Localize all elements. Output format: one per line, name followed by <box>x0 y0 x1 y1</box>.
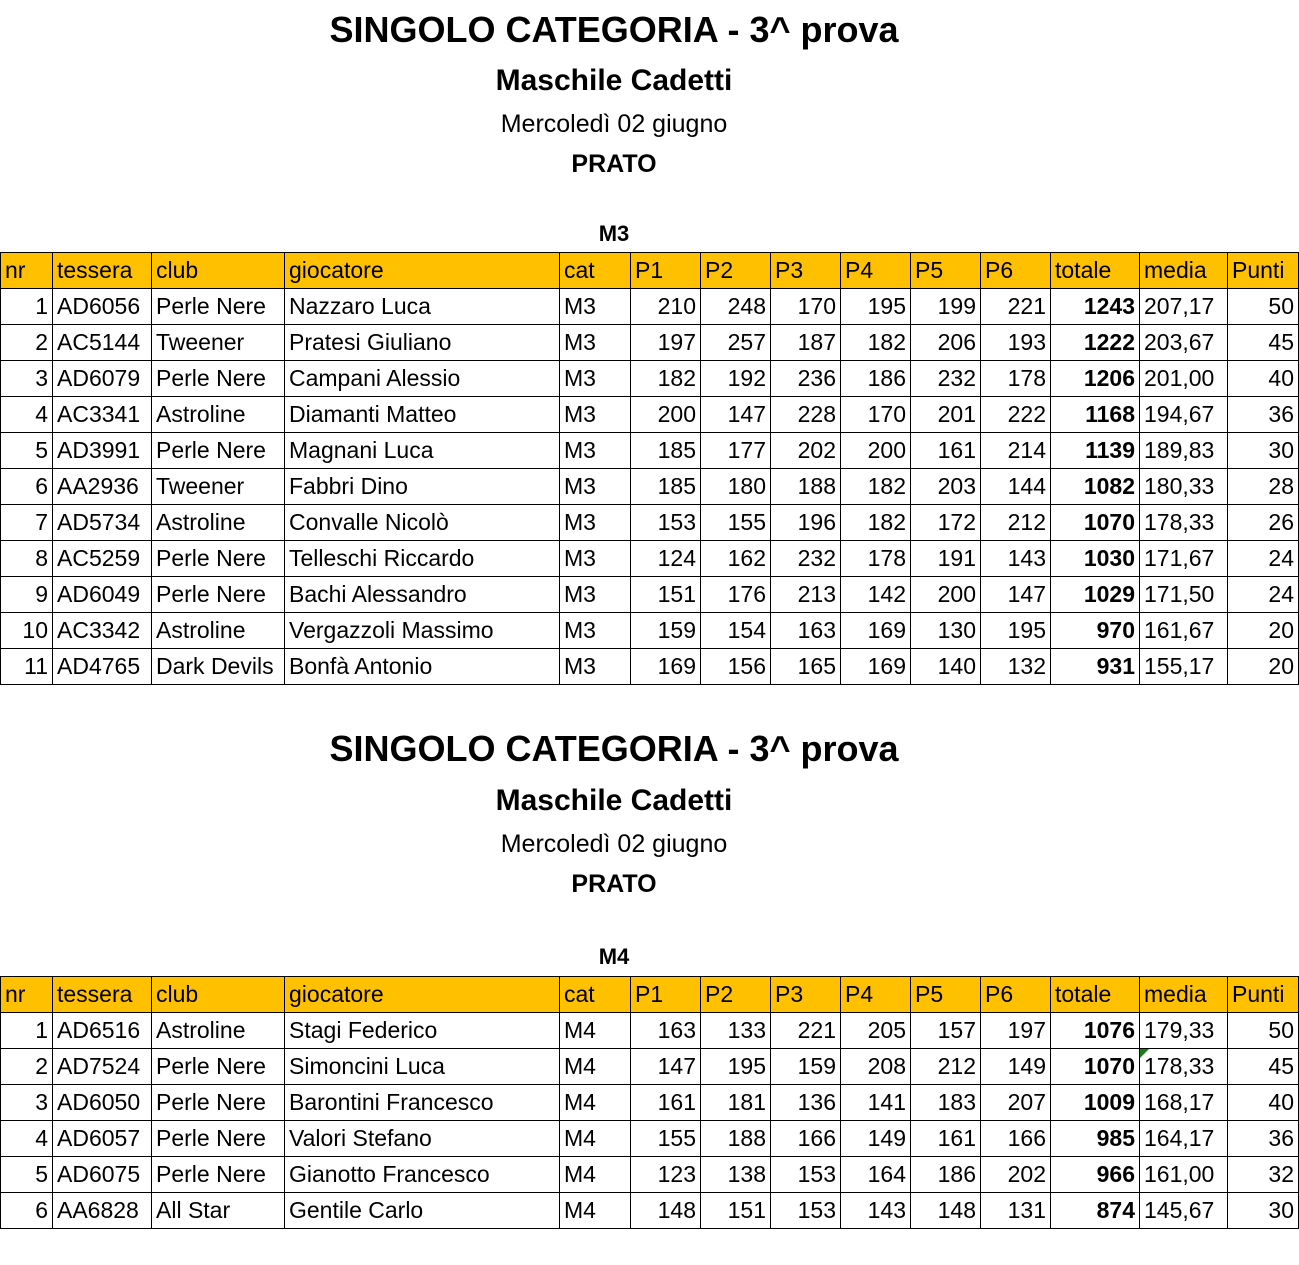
cell-tessera: AD4765 <box>53 649 152 685</box>
cell-punti: 24 <box>1228 541 1299 577</box>
column-header-p2: P2 <box>701 253 771 289</box>
cell-p5: 212 <box>911 1049 981 1085</box>
cell-cat: M3 <box>560 325 631 361</box>
cell-club: Dark Devils <box>152 649 285 685</box>
cell-club: Perle Nere <box>152 1049 285 1085</box>
column-header-p3: P3 <box>771 253 841 289</box>
cell-giocatore: Fabbri Dino <box>285 469 560 505</box>
cell-p2: 195 <box>701 1049 771 1085</box>
cell-p4: 143 <box>841 1193 911 1229</box>
cell-p3: 159 <box>771 1049 841 1085</box>
cell-tessera: AD5734 <box>53 505 152 541</box>
cell-p2: 156 <box>701 649 771 685</box>
section-subtitle: Maschile Cadetti <box>495 784 733 817</box>
cell-club: Tweener <box>152 325 285 361</box>
cell-p1: 185 <box>631 469 701 505</box>
table-row <box>1 1193 1299 1229</box>
column-header-p5: P5 <box>911 977 981 1013</box>
cell-giocatore: Diamanti Matteo <box>285 397 560 433</box>
cell-nr: 5 <box>1 433 53 469</box>
cell-p6: 147 <box>981 577 1051 613</box>
cell-nr: 8 <box>1 541 53 577</box>
cell-p1: 169 <box>631 649 701 685</box>
cell-punti: 32 <box>1228 1157 1299 1193</box>
cell-cat: M3 <box>560 289 631 325</box>
column-header-p6: P6 <box>981 253 1051 289</box>
cell-giocatore: Nazzaro Luca <box>285 289 560 325</box>
cell-totale: 1222 <box>1051 325 1140 361</box>
cell-p6: 131 <box>981 1193 1051 1229</box>
event-date: Mercoledì 02 giugno <box>500 830 728 858</box>
cell-media: 178,33 <box>1140 505 1228 541</box>
cell-cat: M4 <box>560 1049 631 1085</box>
cell-media: 189,83 <box>1140 433 1228 469</box>
cell-media: 168,17 <box>1140 1085 1228 1121</box>
cell-giocatore: Convalle Nicolò <box>285 505 560 541</box>
cell-media: 178,33 <box>1140 1049 1228 1085</box>
cell-p1: 159 <box>631 613 701 649</box>
cell-media: 194,67 <box>1140 397 1228 433</box>
cell-p6: 149 <box>981 1049 1051 1085</box>
cell-p4: 182 <box>841 469 911 505</box>
cell-p2: 155 <box>701 505 771 541</box>
cell-cat: M4 <box>560 1121 631 1157</box>
cell-punti: 45 <box>1228 1049 1299 1085</box>
cell-cat: M4 <box>560 1193 631 1229</box>
cell-club: Perle Nere <box>152 433 285 469</box>
cell-p4: 208 <box>841 1049 911 1085</box>
cell-totale: 966 <box>1051 1157 1140 1193</box>
cell-p5: 161 <box>911 1121 981 1157</box>
cell-cat: M3 <box>560 469 631 505</box>
column-header-p4: P4 <box>841 977 911 1013</box>
cell-cat: M3 <box>560 649 631 685</box>
cell-p6: 178 <box>981 361 1051 397</box>
cell-p1: 200 <box>631 397 701 433</box>
cell-cat: M3 <box>560 433 631 469</box>
cell-p3: 187 <box>771 325 841 361</box>
cell-nr: 1 <box>1 289 53 325</box>
cell-p5: 157 <box>911 1013 981 1049</box>
cell-media: 155,17 <box>1140 649 1228 685</box>
cell-p2: 154 <box>701 613 771 649</box>
table-row <box>1 1085 1299 1121</box>
cell-tessera: AA6828 <box>53 1193 152 1229</box>
column-header-media: media <box>1140 977 1228 1013</box>
cell-tessera: AC3341 <box>53 397 152 433</box>
cell-p4: 141 <box>841 1085 911 1121</box>
cell-p5: 206 <box>911 325 981 361</box>
cell-p1: 153 <box>631 505 701 541</box>
cell-p6: 221 <box>981 289 1051 325</box>
column-header-p6: P6 <box>981 977 1051 1013</box>
cell-media: 179,33 <box>1140 1013 1228 1049</box>
cell-giocatore: Campani Alessio <box>285 361 560 397</box>
cell-tessera: AD6049 <box>53 577 152 613</box>
cell-p3: 221 <box>771 1013 841 1049</box>
cell-p3: 236 <box>771 361 841 397</box>
column-header-p1: P1 <box>631 977 701 1013</box>
cell-totale: 1168 <box>1051 397 1140 433</box>
cell-p2: 162 <box>701 541 771 577</box>
cell-p3: 163 <box>771 613 841 649</box>
cell-giocatore: Magnani Luca <box>285 433 560 469</box>
cell-p3: 202 <box>771 433 841 469</box>
cell-tessera: AD6050 <box>53 1085 152 1121</box>
cell-nr: 4 <box>1 397 53 433</box>
cell-p5: 191 <box>911 541 981 577</box>
cell-p6: 207 <box>981 1085 1051 1121</box>
cell-p6: 132 <box>981 649 1051 685</box>
cell-totale: 1070 <box>1051 505 1140 541</box>
cell-p2: 147 <box>701 397 771 433</box>
cell-nr: 2 <box>1 1049 53 1085</box>
column-header-p4: P4 <box>841 253 911 289</box>
cell-giocatore: Gianotto Francesco <box>285 1157 560 1193</box>
cell-p5: 232 <box>911 361 981 397</box>
results-table <box>0 976 1299 1229</box>
cell-p5: 186 <box>911 1157 981 1193</box>
cell-p4: 178 <box>841 541 911 577</box>
column-header-tessera: tessera <box>53 977 152 1013</box>
cell-media: 207,17 <box>1140 289 1228 325</box>
cell-p5: 172 <box>911 505 981 541</box>
cell-cat: M3 <box>560 541 631 577</box>
cell-p3: 213 <box>771 577 841 613</box>
cell-p2: 192 <box>701 361 771 397</box>
cell-giocatore: Bachi Alessandro <box>285 577 560 613</box>
cell-media: 201,00 <box>1140 361 1228 397</box>
cell-cat: M3 <box>560 577 631 613</box>
cell-tessera: AC5144 <box>53 325 152 361</box>
cell-club: Perle Nere <box>152 541 285 577</box>
cell-tessera: AD3991 <box>53 433 152 469</box>
column-header-p5: P5 <box>911 253 981 289</box>
cell-totale: 931 <box>1051 649 1140 685</box>
cell-p4: 169 <box>841 613 911 649</box>
cell-punti: 50 <box>1228 1013 1299 1049</box>
column-header-p1: P1 <box>631 253 701 289</box>
cell-p1: 151 <box>631 577 701 613</box>
table-header-row <box>1 977 1299 1013</box>
cell-giocatore: Valori Stefano <box>285 1121 560 1157</box>
cell-giocatore: Gentile Carlo <box>285 1193 560 1229</box>
cell-p6: 195 <box>981 613 1051 649</box>
cell-p5: 201 <box>911 397 981 433</box>
cell-p4: 149 <box>841 1121 911 1157</box>
cell-p1: 210 <box>631 289 701 325</box>
cell-p4: 169 <box>841 649 911 685</box>
cell-club: Perle Nere <box>152 1121 285 1157</box>
cell-p2: 138 <box>701 1157 771 1193</box>
cell-p3: 165 <box>771 649 841 685</box>
cell-p1: 148 <box>631 1193 701 1229</box>
cell-club: Perle Nere <box>152 289 285 325</box>
cell-tessera: AD6057 <box>53 1121 152 1157</box>
cell-totale: 1076 <box>1051 1013 1140 1049</box>
cell-club: Astroline <box>152 397 285 433</box>
cell-p3: 170 <box>771 289 841 325</box>
cell-punti: 40 <box>1228 1085 1299 1121</box>
cell-totale: 1139 <box>1051 433 1140 469</box>
cell-p5: 148 <box>911 1193 981 1229</box>
cell-punti: 45 <box>1228 325 1299 361</box>
cell-club: Astroline <box>152 505 285 541</box>
column-header-punti: Punti <box>1228 977 1299 1013</box>
cell-p3: 228 <box>771 397 841 433</box>
table-row <box>1 1049 1299 1085</box>
cell-tessera: AD6079 <box>53 361 152 397</box>
cell-p3: 166 <box>771 1121 841 1157</box>
cell-totale: 1030 <box>1051 541 1140 577</box>
column-header-club: club <box>152 253 285 289</box>
cell-p4: 164 <box>841 1157 911 1193</box>
cell-p6: 202 <box>981 1157 1051 1193</box>
cell-p1: 163 <box>631 1013 701 1049</box>
cell-p5: 130 <box>911 613 981 649</box>
cell-nr: 9 <box>1 577 53 613</box>
cell-media: 145,67 <box>1140 1193 1228 1229</box>
cell-p4: 142 <box>841 577 911 613</box>
event-city: PRATO <box>571 870 657 898</box>
cell-tessera: AD7524 <box>53 1049 152 1085</box>
cell-totale: 970 <box>1051 613 1140 649</box>
cell-p6: 166 <box>981 1121 1051 1157</box>
cell-p2: 188 <box>701 1121 771 1157</box>
cell-media: 180,33 <box>1140 469 1228 505</box>
event-city: PRATO <box>571 150 657 178</box>
cell-p3: 153 <box>771 1157 841 1193</box>
cell-cat: M3 <box>560 397 631 433</box>
cell-p1: 197 <box>631 325 701 361</box>
cell-tessera: AC5259 <box>53 541 152 577</box>
cell-cat: M4 <box>560 1157 631 1193</box>
section-subtitle: Maschile Cadetti <box>495 64 733 97</box>
cell-p3: 136 <box>771 1085 841 1121</box>
cell-p5: 199 <box>911 289 981 325</box>
cell-p5: 203 <box>911 469 981 505</box>
cell-p6: 214 <box>981 433 1051 469</box>
cell-club: Perle Nere <box>152 1085 285 1121</box>
column-header-giocatore: giocatore <box>285 977 560 1013</box>
cell-p3: 153 <box>771 1193 841 1229</box>
cell-punti: 40 <box>1228 361 1299 397</box>
cell-punti: 36 <box>1228 397 1299 433</box>
cell-p6: 212 <box>981 505 1051 541</box>
cell-p2: 180 <box>701 469 771 505</box>
cell-cat: M3 <box>560 613 631 649</box>
cell-media: 171,50 <box>1140 577 1228 613</box>
cell-giocatore: Stagi Federico <box>285 1013 560 1049</box>
cell-media: 161,00 <box>1140 1157 1228 1193</box>
cell-totale: 1029 <box>1051 577 1140 613</box>
cell-giocatore: Simoncini Luca <box>285 1049 560 1085</box>
column-header-cat: cat <box>560 977 631 1013</box>
cell-p2: 176 <box>701 577 771 613</box>
column-header-cat: cat <box>560 253 631 289</box>
cell-cat: M3 <box>560 361 631 397</box>
cell-totale: 1243 <box>1051 289 1140 325</box>
cell-totale: 1009 <box>1051 1085 1140 1121</box>
cell-club: Tweener <box>152 469 285 505</box>
cell-nr: 3 <box>1 1085 53 1121</box>
cell-p6: 143 <box>981 541 1051 577</box>
cell-club: Perle Nere <box>152 361 285 397</box>
cell-p2: 181 <box>701 1085 771 1121</box>
cell-p6: 144 <box>981 469 1051 505</box>
cell-club: Perle Nere <box>152 577 285 613</box>
column-header-nr: nr <box>1 253 53 289</box>
cell-nr: 2 <box>1 325 53 361</box>
cell-media: 164,17 <box>1140 1121 1228 1157</box>
column-header-totale: totale <box>1051 253 1140 289</box>
cell-totale: 1070 <box>1051 1049 1140 1085</box>
cell-totale: 874 <box>1051 1193 1140 1229</box>
column-header-nr: nr <box>1 977 53 1013</box>
cell-p6: 222 <box>981 397 1051 433</box>
table-row <box>1 1013 1299 1049</box>
cell-p1: 185 <box>631 433 701 469</box>
cell-p4: 182 <box>841 325 911 361</box>
cell-giocatore: Bonfà Antonio <box>285 649 560 685</box>
cell-nr: 7 <box>1 505 53 541</box>
table-row <box>1 1157 1299 1193</box>
cell-punti: 26 <box>1228 505 1299 541</box>
cell-p1: 161 <box>631 1085 701 1121</box>
cell-p1: 124 <box>631 541 701 577</box>
cell-cat: M4 <box>560 1085 631 1121</box>
cell-p1: 147 <box>631 1049 701 1085</box>
cell-p3: 196 <box>771 505 841 541</box>
cell-club: Astroline <box>152 613 285 649</box>
cell-nr: 4 <box>1 1121 53 1157</box>
column-header-p2: P2 <box>701 977 771 1013</box>
cell-nr: 3 <box>1 361 53 397</box>
cell-p5: 200 <box>911 577 981 613</box>
event-date: Mercoledì 02 giugno <box>500 110 728 138</box>
cell-punti: 50 <box>1228 289 1299 325</box>
cell-p2: 257 <box>701 325 771 361</box>
cell-punti: 30 <box>1228 433 1299 469</box>
cell-club: Astroline <box>152 1013 285 1049</box>
cell-nr: 1 <box>1 1013 53 1049</box>
cell-media: 161,67 <box>1140 613 1228 649</box>
cell-p4: 182 <box>841 505 911 541</box>
cell-p4: 195 <box>841 289 911 325</box>
column-header-media: media <box>1140 253 1228 289</box>
cell-nr: 5 <box>1 1157 53 1193</box>
column-header-giocatore: giocatore <box>285 253 560 289</box>
cell-tessera: AD6056 <box>53 289 152 325</box>
cell-tessera: AC3342 <box>53 613 152 649</box>
cell-punti: 20 <box>1228 649 1299 685</box>
cell-punti: 20 <box>1228 613 1299 649</box>
cell-club: All Star <box>152 1193 285 1229</box>
cell-giocatore: Vergazzoli Massimo <box>285 613 560 649</box>
cell-p2: 151 <box>701 1193 771 1229</box>
cell-p4: 200 <box>841 433 911 469</box>
cell-totale: 985 <box>1051 1121 1140 1157</box>
cell-p1: 182 <box>631 361 701 397</box>
column-header-club: club <box>152 977 285 1013</box>
category-label: M3 <box>598 221 630 246</box>
cell-p2: 248 <box>701 289 771 325</box>
cell-tessera: AA2936 <box>53 469 152 505</box>
cell-cat: M3 <box>560 505 631 541</box>
cell-p2: 177 <box>701 433 771 469</box>
cell-totale: 1206 <box>1051 361 1140 397</box>
column-header-p3: P3 <box>771 977 841 1013</box>
cell-punti: 36 <box>1228 1121 1299 1157</box>
cell-giocatore: Telleschi Riccardo <box>285 541 560 577</box>
cell-punti: 24 <box>1228 577 1299 613</box>
cell-cat: M4 <box>560 1013 631 1049</box>
cell-punti: 28 <box>1228 469 1299 505</box>
cell-p6: 193 <box>981 325 1051 361</box>
cell-p2: 133 <box>701 1013 771 1049</box>
cell-p4: 170 <box>841 397 911 433</box>
section-title: SINGOLO CATEGORIA - 3^ prova <box>329 9 899 50</box>
cell-giocatore: Pratesi Giuliano <box>285 325 560 361</box>
cell-giocatore: Barontini Francesco <box>285 1085 560 1121</box>
cell-tessera: AD6516 <box>53 1013 152 1049</box>
cell-nr: 11 <box>1 649 53 685</box>
cell-nr: 6 <box>1 1193 53 1229</box>
cell-p4: 205 <box>841 1013 911 1049</box>
cell-p3: 188 <box>771 469 841 505</box>
table-row <box>1 1121 1299 1157</box>
cell-nr: 10 <box>1 613 53 649</box>
cell-p4: 186 <box>841 361 911 397</box>
cell-tessera: AD6075 <box>53 1157 152 1193</box>
cell-p1: 155 <box>631 1121 701 1157</box>
cell-punti: 30 <box>1228 1193 1299 1229</box>
cell-totale: 1082 <box>1051 469 1140 505</box>
cell-p5: 183 <box>911 1085 981 1121</box>
column-header-tessera: tessera <box>53 253 152 289</box>
cell-nr: 6 <box>1 469 53 505</box>
cell-p3: 232 <box>771 541 841 577</box>
cell-media: 203,67 <box>1140 325 1228 361</box>
category-label: M4 <box>598 944 630 969</box>
column-header-punti: Punti <box>1228 253 1299 289</box>
cell-p5: 161 <box>911 433 981 469</box>
section-title: SINGOLO CATEGORIA - 3^ prova <box>329 728 899 769</box>
cell-p6: 197 <box>981 1013 1051 1049</box>
cell-club: Perle Nere <box>152 1157 285 1193</box>
column-header-totale: totale <box>1051 977 1140 1013</box>
cell-p1: 123 <box>631 1157 701 1193</box>
cell-p5: 140 <box>911 649 981 685</box>
cell-media: 171,67 <box>1140 541 1228 577</box>
